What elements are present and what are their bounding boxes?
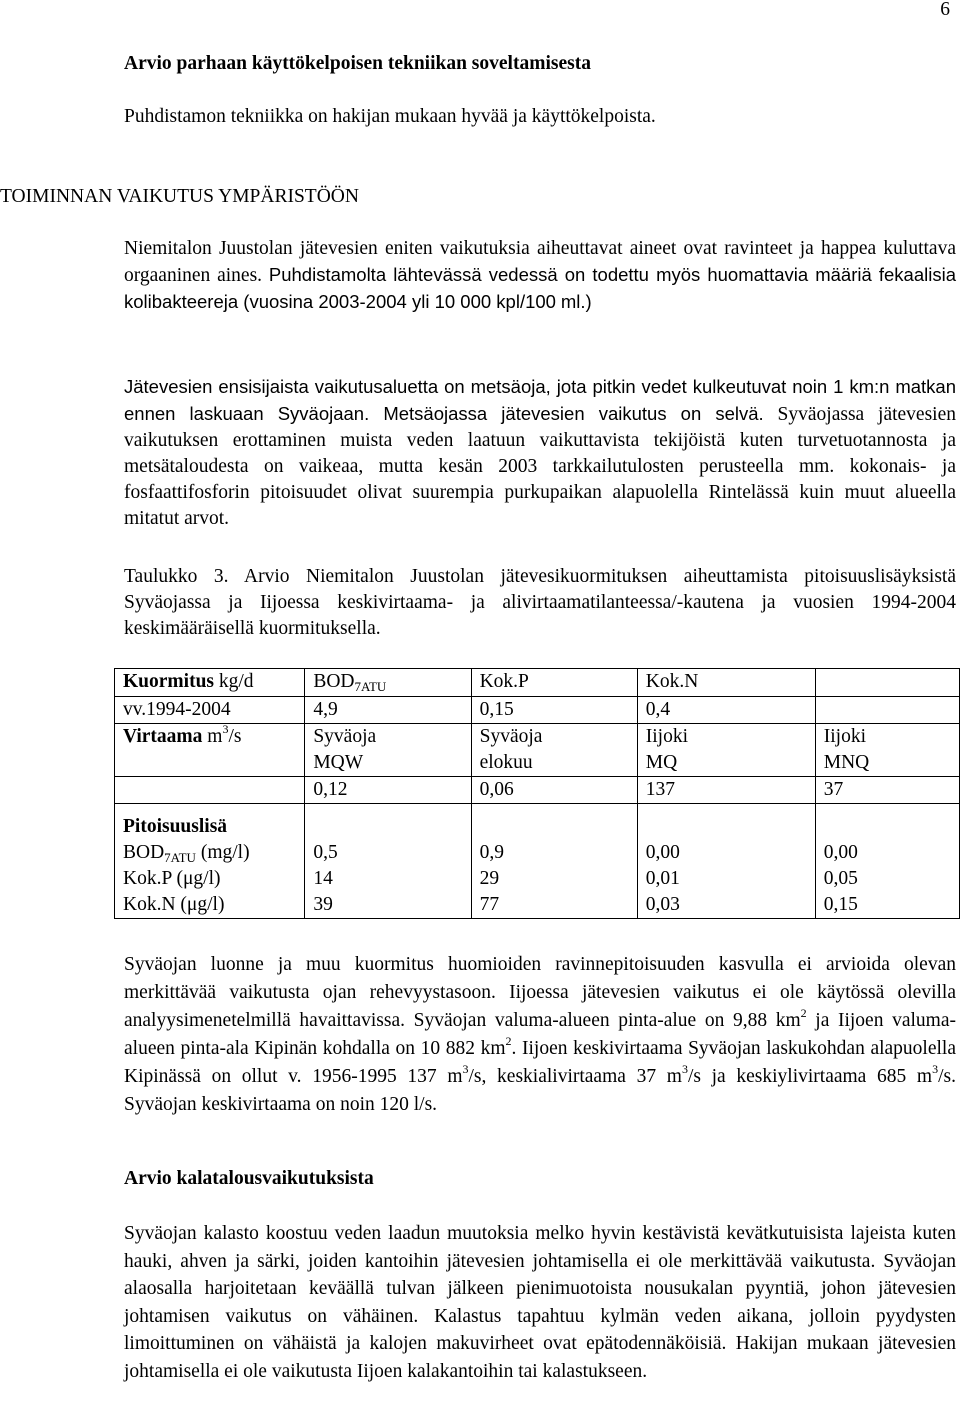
table-cell: 0,12 xyxy=(305,777,471,804)
table-row xyxy=(115,669,960,697)
section-heading-bat: Arvio parhaan käyttökelpoisen tekniikan soveltamisesta xyxy=(124,53,591,74)
table-cell: Iijoki MQ xyxy=(637,724,815,777)
fisheries-paragraph: Syväojan kalasto koostuu veden laadun muutoksia melko hyvin kestävistä kevätkutuisista lajeista kuten hauki, ahven ja särki, joiden kantoihin jätevesien johtamisella ei ole merkittävää vaikutusta. Syväojan alaosalla harjoitetaan keväällä tulvan jälkeen pienimuotoista nousukalan pyyntiä, johon jätevesien johtamisen vaikutus on vähäinen. Kalastus tapahtuu kylmän veden aikana, jolloin pyydysten limoittuminen on vähäistä ja kalojen makuvirheet ovat epätodennäköisiä. Hakijan mukaan jätevesien johtamisella ei ole vaikutusta Iijoen kalakantoihin tai kalastukseen. xyxy=(124,1223,956,1382)
table-cell: 0,00 0,01 0,03 xyxy=(637,804,815,919)
bat-paragraph: Puhdistamon tekniikka on hakijan mukaan hyvää ja käyttökelpoista. xyxy=(124,106,656,127)
table-cell: Iijoki MNQ xyxy=(815,724,959,777)
table-caption: Taulukko 3. Arvio Niemitalon Juustolan jätevesikuormituksen aiheuttamista pitoisuuslisäyksistä Syväojassa ja Iijoessa keskivirtaama- ja alivirtaamatilanteessa/-kautena ja vuosien 1994-2004 keskimääräisellä kuormituksella. xyxy=(124,566,956,639)
table-row xyxy=(115,697,960,724)
table-cell: Syväoja elokuu xyxy=(471,724,637,777)
table-cell: Kok.P xyxy=(471,669,637,697)
table-cell: Virtaama $m^3/s$ xyxy=(115,724,305,777)
table-cell: Syväoja MQW xyxy=(305,724,471,777)
table-cell: 0,9 29 77 xyxy=(471,804,637,919)
table-cell: vv.1994-2004 xyxy=(115,697,305,724)
table-row xyxy=(115,777,960,804)
impact-paragraph-1 xyxy=(124,236,956,316)
table-cell: 4,9 xyxy=(305,697,471,724)
load-paragraph: Syväojan luonne ja muu kuormitus huomioiden ravinnepitoisuuden kasvulla ei arvioida olevan merkittävää vaikutusta ojan rehevyystasoon. Iijoessa jätevesien vaikutus ei ole käytössä olevilla analyysimenetelmillä havaittavissa. Syväojan valuma-alueen pinta-alue on 9,88 $km^2$ ja Iijoen valuma-alueen pinta-ala Kipinän kohdalla on 10 882 $km^2$. Iijoen keskivirtaama Syväojan laskukohdan alapuolella Kipinässä on ollut v. 1956-1995 137 $m^3/s$, keskialivirtaama 37 $m^3/s$ ja keskiylivirtaama 685 $m^3/s$. Syväojan keskivirtaama on noin 120 l/s. xyxy=(124,954,956,1115)
table-row xyxy=(115,724,960,777)
table-cell xyxy=(815,697,959,724)
table-cell: 137 xyxy=(637,777,815,804)
table-cell: 37 xyxy=(815,777,959,804)
table-cell: Pitoisuuslisä $BOD_{7ATU}$ (mg/l) Kok.P (μg/l) Kok.N (μg/l) xyxy=(115,804,305,919)
table-cell: 0,06 xyxy=(471,777,637,804)
section-heading-impact: TOIMINNAN VAIKUTUS YMPÄRISTÖÖN xyxy=(0,186,359,207)
impact-text-sans-2: Jätevesien ensisijaista vaikutusaluetta on metsäoja, jota pitkin vedet kulkeutuvat noin 1 km:n matkan ennen laskuaan Syväojaan. Metsäojassa jätevesien vaikutus on selvä. xyxy=(124,376,956,424)
load-table xyxy=(114,668,960,919)
impact-text-sans-end: ml.) xyxy=(560,291,592,312)
table-cell: $BOD_{7ATU}$ xyxy=(305,669,471,697)
table-cell: 0,5 14 39 xyxy=(305,804,471,919)
impact-text-serif-2: Syväojassa jätevesien vaikutuksen erottaminen muista veden laatuun vaikuttavista tekijöistä kuten turvetuotannosta ja metsätaloudesta on vaikeaa, mutta kesän 2003 tarkkailutulosten perusteella mm. kokonais- ja fosfaattifosforin pitoisuudet olivat suurempia purkupaikan alapuolella Rintelässä kuin muut alueella mitatut arvot. xyxy=(124,404,956,529)
impact-text-serif: Niemitalon Juustolan jätevesien eniten vaikutuksia aiheuttavat aineet ovat ravinteet ja happea kuluttava orgaaninen aines. xyxy=(124,238,956,286)
table-row xyxy=(115,804,960,919)
table-cell: 0,00 0,05 0,15 xyxy=(815,804,959,919)
section-heading-fisheries: Arvio kalatalousvaikutuksista xyxy=(124,1168,374,1189)
impact-paragraph-2 xyxy=(124,374,956,532)
table-cell: 0,4 xyxy=(637,697,815,724)
table-cell: 0,15 xyxy=(471,697,637,724)
table-cell: Kuormitus kg/d xyxy=(115,669,305,697)
table-cell xyxy=(815,669,959,697)
table-cell xyxy=(115,777,305,804)
page-number: 6 xyxy=(940,0,950,20)
table-cell: Kok.N xyxy=(637,669,815,697)
impact-text-sans: Puhdistamolta lähtevässä vedessä on todettu myös huomattavia määriä fekaalisia kolibakteereja (vuosina 2003-2004 yli 10 000 kpl/100 xyxy=(124,264,956,312)
